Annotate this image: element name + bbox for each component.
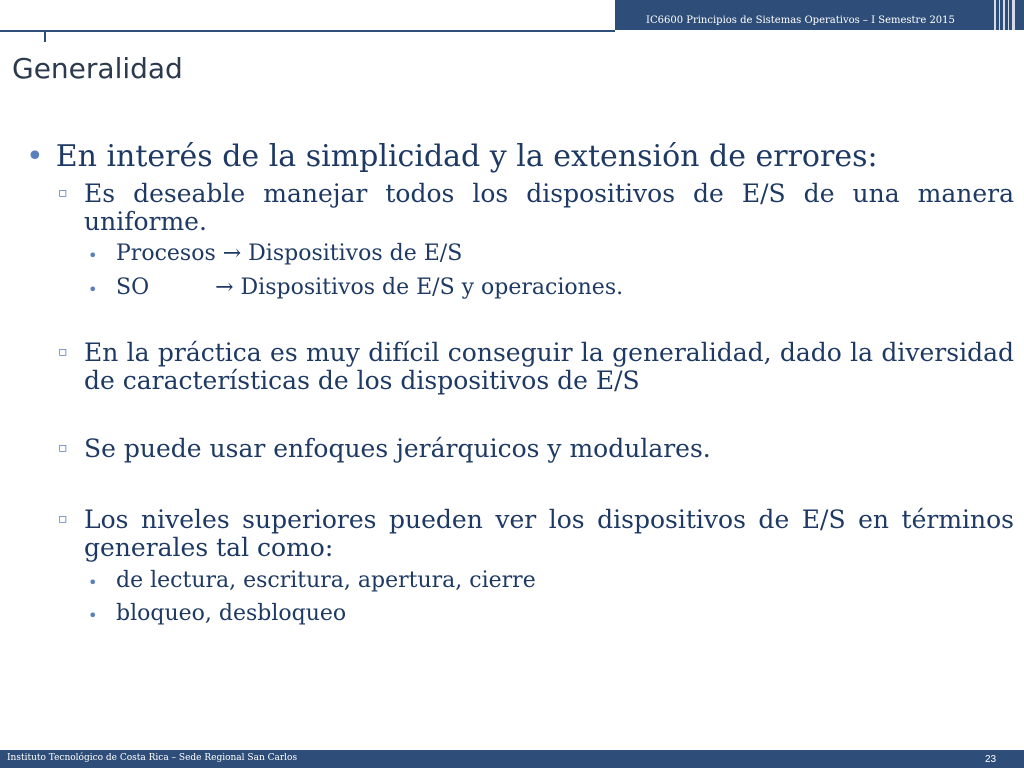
- bullet-level-1-text: En interés de la simplicidad y la extensión de errores:: [55, 139, 878, 174]
- sub-list-item: bloqueo, desbloqueo: [116, 601, 347, 626]
- bullet-level-1: [26, 139, 878, 174]
- sub-list-item: [116, 275, 623, 300]
- list-item: En la práctica es muy difícil conseguir la generalidad, dado la diversidad de características de los dispositivos de E/S: [84, 338, 1014, 395]
- sub-item-right: Dispositivos de E/S y operaciones.: [240, 275, 624, 300]
- small-bullet-icon: •: [88, 246, 98, 265]
- arrow-right-icon: →: [215, 275, 234, 300]
- slide-title: Generalidad: [12, 52, 183, 85]
- list-item: Los niveles superiores pueden ver los dispositivos de E/S en términos generales tal como:: [84, 505, 1014, 562]
- small-bullet-icon: •: [88, 573, 98, 592]
- small-bullet-icon: •: [88, 280, 98, 299]
- sub-list-item: de lectura, escritura, apertura, cierre: [116, 568, 536, 593]
- list-item: Se puede usar enfoques jerárquicos y modulares.: [84, 434, 711, 463]
- square-bullet-icon: ▫: [58, 185, 68, 201]
- square-bullet-icon: ▫: [58, 440, 68, 456]
- sub-item-right: Dispositivos de E/S: [248, 241, 463, 266]
- footer-institution: Instituto Tecnológico de Costa Rica – Sede Regional San Carlos: [7, 753, 298, 763]
- small-bullet-icon: •: [88, 606, 98, 625]
- sub-item-left: SO: [116, 275, 150, 300]
- course-line: IC6600 Principios de Sistemas Operativos – I Semestre 2015: [646, 15, 955, 26]
- square-bullet-icon: ▫: [58, 511, 68, 527]
- sub-list-item: [116, 241, 462, 266]
- bullet-dot-icon: •: [26, 139, 44, 174]
- sub-item-left: Procesos: [116, 241, 216, 266]
- square-bullet-icon: ▫: [58, 344, 68, 360]
- arrow-right-icon: →: [222, 241, 242, 266]
- page-number: 23: [985, 754, 997, 765]
- list-item: Es deseable manejar todos los dispositivos de E/S de una manera uniforme.: [84, 179, 1014, 236]
